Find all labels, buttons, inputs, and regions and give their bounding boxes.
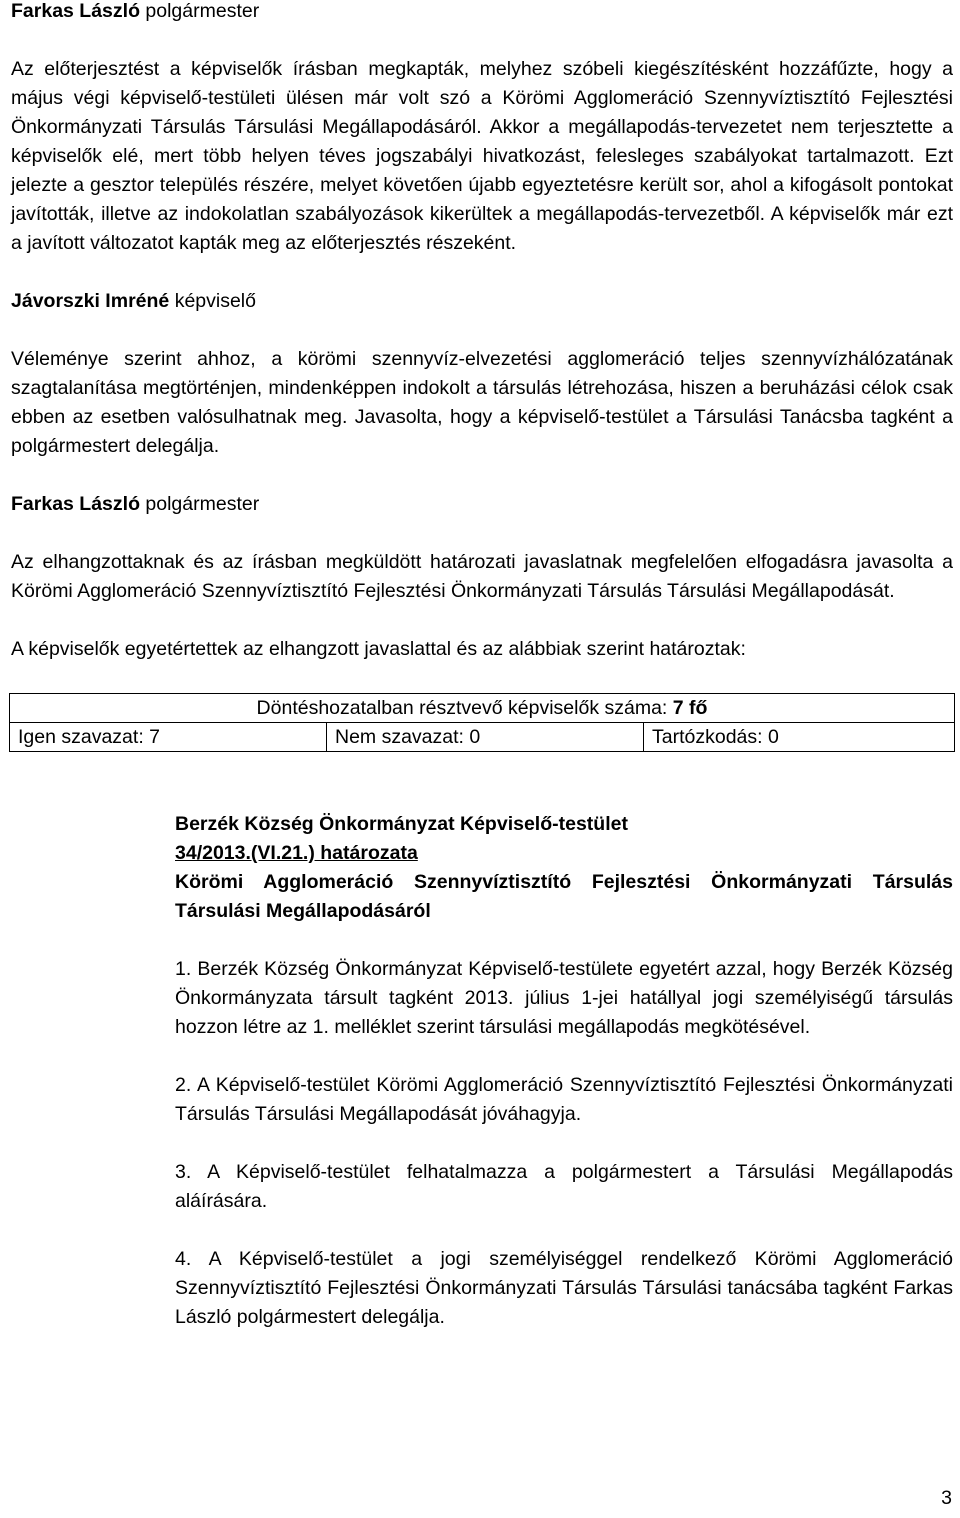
paragraph: Az elhangzottaknak és az írásban megküldött határozati javaslatnak megfelelően elfogadásra javasolta a Körömi Agglomeráció Szennyvíztisztító Fejlesztési Önkormányzati Társulás Társulási Megállapodását. bbox=[11, 551, 953, 602]
participants-value: 7 fő bbox=[672, 697, 708, 719]
abstentions: Tartózkodás: 0 bbox=[644, 723, 955, 752]
vote-header-row bbox=[10, 694, 955, 723]
document-page bbox=[11, 0, 953, 1332]
speaker-role: képviselő bbox=[174, 290, 256, 312]
resolution-item: 3. A Képviselő-testület felhatalmazza a polgármestert a Társulási Megállapodás aláírására. bbox=[175, 1161, 953, 1212]
paragraph: A képviselők egyetértettek az elhangzott javaslattal és az alábbiak szerint határoztak: bbox=[11, 638, 746, 660]
page-number: 3 bbox=[941, 1487, 952, 1509]
speaker-heading bbox=[11, 490, 953, 519]
speaker-name: Farkas László bbox=[11, 493, 140, 515]
resolution-number: 34/2013.(VI.21.) határozata bbox=[175, 842, 418, 864]
resolution-item: 1. Berzék Község Önkormányzat Képviselő-testülete egyetért azzal, hogy Berzék Község Önkormányzata társult tagként 2013. július 1-jei hatállyal jogi személyiségű társulás hozzon létre az 1. melléklet szerint társulási megállapodás megkötésével. bbox=[175, 958, 953, 1038]
resolution-item: 4. A Képviselő-testület a jogi személyiséggel rendelkező Körömi Agglomeráció Szennyvíztisztító Fejlesztési Önkormányzati Társulás Társulási tanácsába tagként Farkas László polgármestert delegálja. bbox=[175, 1248, 953, 1328]
paragraph: Az előterjesztést a képviselők írásban megkapták, melyhez szóbeli kiegészítésként hozzáfűzte, hogy a május végi képviselő-testületi ülésen már volt szó a Körömi Agglomeráció Szennyvíztisztító Fejlesztési Önkormányzati Társulás Társulási Megállapodásáról. Akkor a megállapodás-tervezetet nem terjesztette a képviselők elé, mert több helyen téves jogszabályi hivatkozást, felesleges szabályokat tartalmazott. Ezt jelezte a gesztor település részére, melyet követően újabb egyeztetésre került sor, ahol a kifogásolt pontokat javították, illetve az indokolatlan szabályozások kikerültek a megállapodás-tervezetből. A képviselők már ezt a javított változatot kapták meg az előterjesztés részeként. bbox=[11, 58, 953, 254]
vote-table bbox=[9, 693, 955, 752]
speaker-heading bbox=[11, 0, 953, 26]
vote-header-cell bbox=[10, 694, 955, 723]
resolution-subject: Körömi Agglomeráció Szennyvíztisztító Fejlesztési Önkormányzati Társulás Társulási Megállapodásáról bbox=[175, 871, 953, 922]
participants-label: Döntéshozatalban résztvevő képviselők száma: bbox=[256, 697, 668, 719]
yes-votes: Igen szavazat: 7 bbox=[10, 723, 327, 752]
speaker-role: polgármester bbox=[145, 493, 260, 515]
no-votes: Nem szavazat: 0 bbox=[327, 723, 644, 752]
speaker-role: polgármester bbox=[145, 0, 260, 22]
speaker-name: Farkas László bbox=[11, 0, 140, 22]
paragraph: Véleménye szerint ahhoz, a körömi szennyvíz-elvezetési agglomeráció teljes szennyvízhálózatának szagtalanítása megtörténjen, mindenképpen indokolt a társulás létrehozása, hiszen a beruházási célok csak ebben az esetben valósulhatnak meg. Javasolta, hogy a képviselő-testület a Társulási Tanácsba tagként a polgármestert delegálja. bbox=[11, 348, 953, 457]
resolution-body: Berzék Község Önkormányzat Képviselő-testület bbox=[175, 813, 628, 835]
speaker-heading bbox=[11, 287, 953, 316]
resolution bbox=[175, 810, 953, 1332]
vote-result-row bbox=[10, 723, 955, 752]
resolution-item: 2. A Képviselő-testület Körömi Agglomeráció Szennyvíztisztító Fejlesztési Önkormányzati Társulás Társulási Megállapodását jóváhagyja. bbox=[175, 1074, 953, 1125]
speaker-name: Jávorszki Imréné bbox=[11, 290, 170, 312]
